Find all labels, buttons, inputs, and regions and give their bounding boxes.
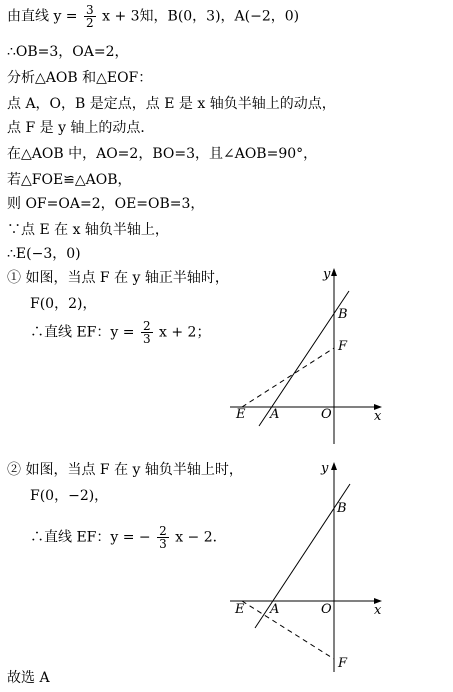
line-7: 若△FOE≌△AOB， [7, 172, 132, 188]
graph-1-label-a: A [270, 407, 280, 422]
fraction-numerator: 2 [159, 524, 167, 538]
line-10: ∴E(−3，0) [7, 246, 81, 262]
answer: 故选 A [7, 670, 50, 686]
line-9: ∵点 E 在 x 轴负半轴上， [7, 222, 169, 238]
case-2-point-f: F(0，−2)， [30, 488, 109, 504]
case-2-eq-pre: ∴直线 EF：y = − [30, 529, 151, 546]
line-1-pre: 由直线 y = [7, 8, 78, 25]
graph-1-label-b: B [338, 307, 348, 322]
case-2-eq-post: x − 2． [175, 529, 227, 546]
graph-2-label-a: A [270, 602, 280, 617]
case-1-title: ① 如图，当点 F 在 y 轴正半轴时， [7, 270, 229, 286]
graph-1-label-y: y [323, 267, 331, 282]
fraction-denominator: 3 [142, 332, 151, 346]
case-1-point-f: F(0，2)， [30, 296, 97, 312]
graph-2-y-arrow [331, 462, 337, 470]
case-2-title: ② 如图，当点 F 在 y 轴负半轴上时， [7, 462, 243, 478]
line-5: 点 F 是 y 轴上的动点． [7, 120, 155, 136]
line-1-post: x + 3知，B(0，3)，A(−2，0) [102, 8, 300, 25]
case-1-eq-pre: ∴直线 EF：y = [30, 324, 135, 341]
fraction-denominator: 2 [86, 16, 94, 30]
graph-2-label-b: B [337, 501, 347, 516]
graph-1-label-o: O [321, 407, 332, 422]
graph-2-label-e: E [235, 602, 245, 617]
case-1-eq-post: x + 2； [159, 324, 211, 341]
graph-2-label-f: F [338, 656, 348, 671]
fraction-denominator: 3 [159, 537, 167, 551]
line-8: 则 OF=OA=2，OE=OB=3， [7, 196, 205, 212]
line-2: ∴OB=3，OA=2， [7, 44, 129, 60]
graph-2-label-y: y [321, 461, 329, 476]
graph-2-label-x: x [374, 603, 382, 618]
graph-1-label-f: F [338, 339, 348, 354]
graph-2-label-o: O [321, 602, 332, 617]
line-4: 点 A，O，B 是定点，点 E 是 x 轴负半轴上的动点， [7, 96, 336, 112]
line-3: 分析△AOB 和△EOF： [7, 70, 153, 86]
fraction-numerator: 3 [86, 3, 94, 17]
graph-1-label-e: E [236, 407, 246, 422]
graph-1-label-x: x [374, 409, 382, 424]
fraction-numerator: 2 [142, 319, 151, 333]
graph-2-axes [230, 462, 382, 672]
line-6: 在△AOB 中，AO=2，BO=3，且∠AOB=90°， [7, 146, 318, 162]
